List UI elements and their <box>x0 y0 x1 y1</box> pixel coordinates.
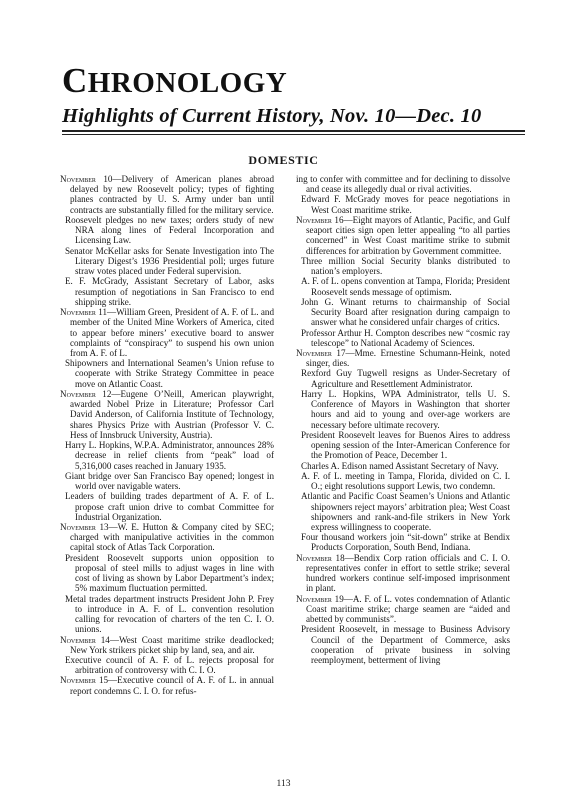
entry-date: November <box>296 593 332 604</box>
entry-date: November <box>60 521 96 532</box>
chronology-entry <box>60 635 274 655</box>
right-column <box>296 174 510 665</box>
chronology-entry <box>60 276 274 307</box>
title-initial: C <box>62 61 88 100</box>
entry-text: Charles A. Edison named Assistant Secretary of Navy. <box>301 460 499 471</box>
entry-text: President Roosevelt, in message to Business Advisory Council of the Department of Commerce, asks cooperation of private business in solving reemployment, betterment of living <box>301 624 510 666</box>
chronology-entry <box>296 471 510 491</box>
entry-text: Senator McKellar asks for Senate Investigation into The Literary Digest’s 1936 Presidential poll; urges future straw votes placed under Federal supervision. <box>65 245 274 277</box>
chronology-entry <box>60 594 274 635</box>
entry-date: November <box>296 347 332 358</box>
chronology-entry <box>296 328 510 348</box>
entry-text: 12—Eugene O’Neill, American playwright, awarded Nobel Prize in Literature; Professor Carl David Anderson, of California Institute of Technology, shares Physics Prize with Austrian (Professor V. C. Hess of Innsbruck University, Austria). <box>70 388 274 440</box>
entry-text: Edward F. McGrady moves for peace negotiations in West Coast maritime strike. <box>301 194 510 215</box>
entry-text: ing to confer with committee and for declining to dissolve and cease its allegedly dual or rival activities. <box>296 174 510 195</box>
page-title <box>62 61 288 100</box>
chronology-entry <box>60 389 274 440</box>
entry-text: Metal trades department instructs President John P. Frey to introduce in A. F. of L. convention resolution calling for revocation of charters of the ten C. I. O. unions. <box>65 593 274 635</box>
entry-date: November <box>296 552 332 563</box>
chronology-entry <box>60 675 274 695</box>
chronology-entry <box>296 491 510 532</box>
entry-text: 14—West Coast maritime strike deadlocked; New York strikers picket ship by land, sea, and air. <box>70 634 274 655</box>
entry-date: November <box>60 634 96 645</box>
entry-date: November <box>296 214 332 225</box>
chronology-entry <box>60 215 274 246</box>
entry-text: Executive council of A. F. of L. rejects proposal for arbitration of controversy with C. I. O. <box>65 655 274 676</box>
chronology-entry <box>296 430 510 461</box>
entry-date: November <box>60 675 96 686</box>
chronology-entry <box>296 624 510 665</box>
page-number: 113 <box>276 779 291 789</box>
entry-text: Shipowners and International Seamen’s Union refuse to cooperate with Strike Strategy Committee in peace move on Atlantic Coast. <box>65 358 274 389</box>
chronology-entry <box>60 553 274 594</box>
entry-text: Professor Arthur H. Compton describes new “cosmic ray telescope” to National Academy of Sciences. <box>301 327 510 348</box>
left-column <box>60 174 274 696</box>
chronology-entry <box>296 276 510 296</box>
entry-text: A. F. of L. meeting in Tampa, Florida, divided on C. I. O.; eight resolutions support Lewis, two condemn. <box>301 470 510 492</box>
chronology-entry <box>60 307 274 358</box>
entry-text: Harry L. Hopkins, W.P.A. Administrator, announces 28% decrease in relief clients from “peak” load of 5,316,000 cases reached in January 1935. <box>65 440 274 471</box>
chronology-entry <box>296 532 510 552</box>
chronology-entry <box>60 440 274 471</box>
chronology-entry <box>60 246 274 277</box>
entry-text: Giant bridge over San Francisco Bay opened; longest in world over navigable waters. <box>65 470 274 492</box>
chronology-entry <box>296 553 510 594</box>
section-heading: DOMESTIC <box>248 153 319 167</box>
entry-text: A. F. of L. opens convention at Tampa, Florida; President Roosevelt sends message of optimism. <box>301 276 510 297</box>
entry-date: November <box>60 174 96 184</box>
entry-text: President Roosevelt supports union opposition to proposal of steel mills to adjust wages in line with cost of living as shown by Labor Department’s index; 5% maximum fluctuation permitted. <box>65 552 274 594</box>
entry-text: 15—Executive council of A. F. of L. in annual report condemns C. I. O. for refus- <box>70 675 274 696</box>
entry-text: 13—W. E. Hutton & Company cited by SEC; charged with manipulative activities in the common capital stock of Atlas Tack Corporation. <box>70 521 274 553</box>
entry-text: 19—A. F. of L. votes condemnation of Atlantic Coast maritime strike; charge seamen are “aided and abetted by communists”. <box>306 593 510 625</box>
chronology-entry <box>296 215 510 256</box>
chronology-entry <box>296 348 510 368</box>
chronology-entry <box>60 174 274 215</box>
entry-text: Harry L. Hopkins, WPA Administrator, tells U. S. Conference of Mayors in Washington that shorter hours and aid to young and over-age workers are necessary before ultimate recovery. <box>301 388 510 430</box>
entry-text: Rexford Guy Tugwell resigns as Under-Secretary of Agriculture and Resettlement Administrator. <box>301 368 510 389</box>
entry-text: 10—Delivery of American planes abroad delayed by new Roosevelt policy; types of fighting planes contracted by U. S. Army under ban until contracts are substantially filled for the military service. <box>70 174 274 215</box>
chronology-entry <box>296 174 510 194</box>
entry-text: 16—Eight mayors of Atlantic, Pacific, and Gulf seaport cities sign open letter appealing “to all parties concerned” in West Coast maritime strike to submit differences for arbitration by Government committee. <box>306 214 510 256</box>
entry-text: Four thousand workers join “sit-down” strike at Bendix Products Corporation, South Bend, Indiana. <box>301 532 510 553</box>
entry-text: John G. Winant returns to chairmanship of Social Security Board after resignation during campaign to answer what he considered unfair charges of critics. <box>301 296 510 328</box>
entry-text: 17—Mme. Ernestine Schumann-Heink, noted singer, dies. <box>306 347 510 369</box>
entry-text: Roosevelt pledges no new taxes; orders study of new NRA along lines of Federal Incorporation and Licensing Law. <box>65 214 274 246</box>
chronology-entry <box>60 491 274 522</box>
chronology-entry <box>296 256 510 276</box>
chronology-entry <box>296 297 510 328</box>
chronology-entry <box>296 461 510 471</box>
entry-text: Three million Social Security blanks distributed to nation’s employers. <box>301 255 510 277</box>
entry-text: Atlantic and Pacific Coast Seamen’s Unions and Atlantic shipowners reject mayors’ arbitration plea; West Coast shipowners and rank-and-file strikers in New York express willingness to cooperate. <box>301 491 510 532</box>
header-rule-thin <box>62 134 525 135</box>
entry-text: President Roosevelt leaves for Buenos Aires to address opening session of the Inter-American Conference for the Promotion of Peace, December 1. <box>301 429 510 461</box>
chronology-entry <box>60 522 274 553</box>
chronology-entry <box>296 389 510 430</box>
entry-text: 11—William Green, President of A. F. of L. and member of the United Mine Workers of America, cited to appear before miners’ executive board to answer complaints of “conspiracy” to suspend his own union from A. F. of L. <box>70 307 274 358</box>
chronology-entry <box>60 655 274 675</box>
entry-date: November <box>60 307 96 318</box>
chronology-entry <box>296 368 510 388</box>
chronology-entry <box>296 594 510 625</box>
chronology-entry <box>296 194 510 214</box>
entry-text: E. F. McGrady, Assistant Secretary of Labor, asks resumption of negotiations in San Francisco to end shipping strike. <box>65 276 274 307</box>
entry-date: November <box>60 388 96 399</box>
chronology-entry <box>60 358 274 389</box>
header-rule-thick <box>62 130 525 132</box>
page-subtitle: Highlights of Current History, Nov. 10—Dec. 10 <box>62 105 482 127</box>
entry-text: 18—Bendix Corp ration officials and C. I. O. representatives confer in effort to settle strike; several hundred workers continue self-imposed imprisonment in plant. <box>306 552 510 594</box>
entry-text: Leaders of building trades department of A. F. of L. propose craft union drive to combat Committee for Industrial Organization. <box>65 491 274 522</box>
title-rest: HRONOLOGY <box>87 67 288 99</box>
chronology-entry <box>60 471 274 491</box>
